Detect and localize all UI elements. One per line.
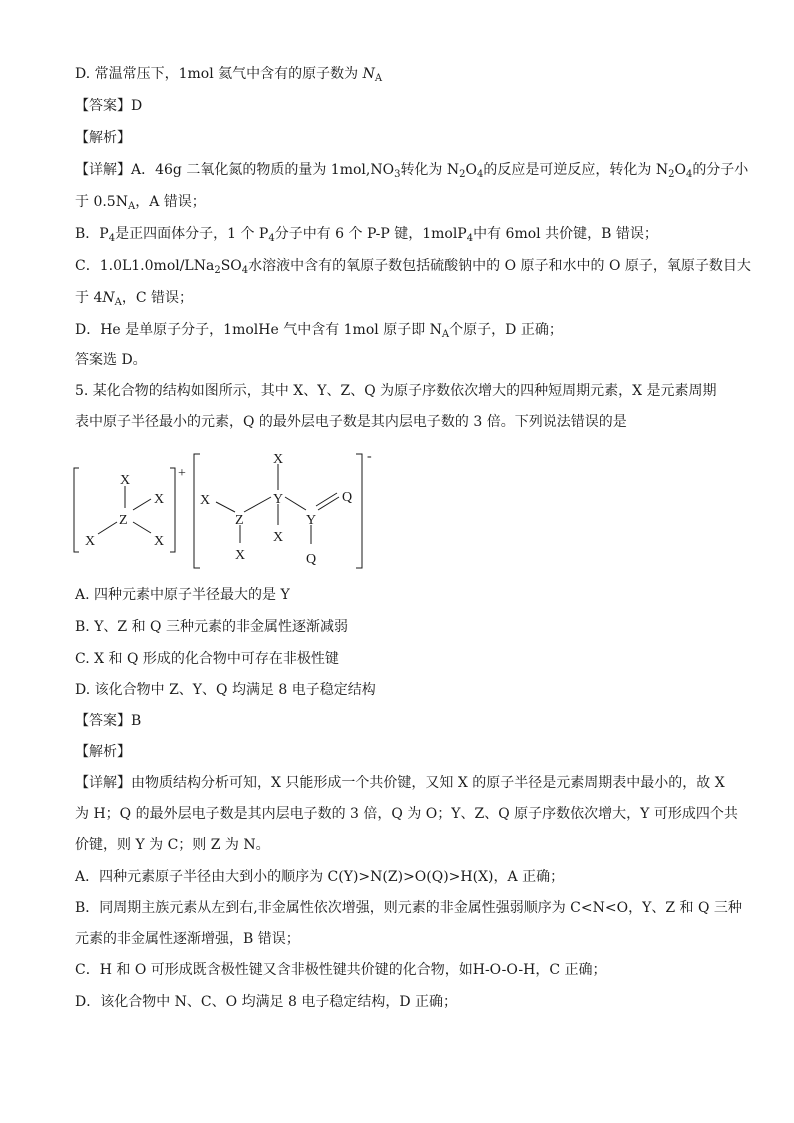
answer-prev-value: D (131, 98, 143, 114)
explanation-b-line1: B．同周期主族元素从左到右,非金属性依次增强，则元素的非金属性强弱顺序为 C<N<O，Y、Z 和 Q 三种 (75, 900, 742, 916)
answer-prev (75, 96, 142, 116)
answer-label: 【答案】 (75, 713, 131, 729)
detail-b: B．$P_4$是正四面体分子，1 个 $P_4$分子中有 6 个 P-P 键，1molP$_4$中有 6mol 共价键，B 错误； (75, 226, 658, 244)
atom-q: Q (342, 490, 353, 505)
question-5-line1: 5. 某化合物的结构如图所示，其中 X、Y、Z、Q 为原子序数依次增大的四种短周期元素，X 是元素周期 (75, 383, 717, 399)
atom-x: X (200, 493, 211, 508)
atom-z: Z (119, 513, 128, 528)
atom-z: Z (235, 513, 244, 528)
atom-x: X (154, 492, 165, 507)
atom-x: X (273, 452, 284, 467)
atom-y: Y (306, 513, 317, 528)
structure-diagram (60, 446, 380, 581)
detail-d: D．He 是单原子分子，1molHe 气中含有 1mol 原子即 $N_A$个原子，D 正确； (75, 322, 563, 340)
atom-q: Q (306, 552, 317, 567)
atom-x: X (273, 530, 284, 545)
atom-x: X (154, 534, 165, 549)
anion-charge: - (367, 449, 372, 464)
detail-a-line2: 于 $0.5N_A$，A 错误； (75, 194, 206, 212)
detail-c-line1: C．$1.0L1.0mol/LNa_2SO_4$水溶液中含有的氧原子数包括硫酸钠中的 O 原子和水中的 O 原子，氧原子数目大 (75, 258, 751, 276)
explanation-line1: 【详解】由物质结构分析可知，X 只能形成一个共价键，又知 X 的原子半径是元素周期表中最小的，故 X (75, 775, 725, 791)
explanation-c: C．H 和 O 可形成既含极性键又含非极性键共价键的化合物，如H-O-O-H，C 正确； (75, 962, 607, 978)
cation-atoms (85, 466, 186, 549)
option-d: D. 该化合物中 Z、Y、Q 均满足 8 电子稳定结构 (75, 682, 376, 698)
atom-x: X (120, 473, 131, 488)
explanation-line3: 价键，则 Y 为 C；则 Z 为 N。 (75, 837, 270, 853)
anion-atoms (200, 449, 372, 567)
explanation-line2: 为 H；Q 的最外层电子数是其内层电子数的 3 倍，Q 为 O；Y、Z、Q 原子序数依次增大，Y 可形成四个共 (75, 806, 738, 822)
detail-c-line2: 于 $4N_A$，C 错误； (75, 290, 194, 308)
anion (194, 454, 362, 568)
atom-x: X (85, 534, 96, 549)
analysis-prev-label: 【解析】 (75, 130, 131, 146)
atom-y: Y (273, 492, 284, 507)
answer-prev-label: 【答案】 (75, 98, 131, 114)
answer-value: B (131, 713, 142, 729)
option-b: B. Y、Z 和 Q 三种元素的非金属性逐渐减弱 (75, 619, 348, 635)
detail-a-line1: 【详解】A．46g 二氧化氮的物质的量为 $1mol,NO_3$转化为 $N_2O_4$的反应是可逆反应，转化为 $N_2O_4$的分子小 (75, 162, 749, 180)
cation-charge: + (178, 466, 186, 481)
answer (75, 711, 141, 731)
choose-answer: 答案选 D。 (75, 352, 147, 368)
option-a: A. 四种元素中原子半径最大的是 Y (75, 587, 290, 603)
explanation-b-line2: 元素的非金属性逐渐增强，B 错误； (75, 931, 300, 947)
option-c: C. X 和 Q 形成的化合物中可存在非极性键 (75, 651, 339, 667)
atom-x: X (235, 548, 246, 563)
question-5-line2: 表中原子半径最小的元素，Q 的最外层电子数是其内层电子数的 3 倍。下列说法错误的是 (75, 414, 627, 430)
option-d-prev: D. 常温常压下，1mol 氦气中含有的原子数为 $N_A$ (75, 66, 383, 84)
explanation-a: A．四种元素原子半径由大到小的顺序为 C(Y)>N(Z)>O(Q)>H(X)，A 正确； (75, 869, 565, 885)
analysis-label: 【解析】 (75, 744, 131, 760)
explanation-d: D．该化合物中 N、C、O 均满足 8 电子稳定结构，D 正确； (75, 994, 458, 1010)
